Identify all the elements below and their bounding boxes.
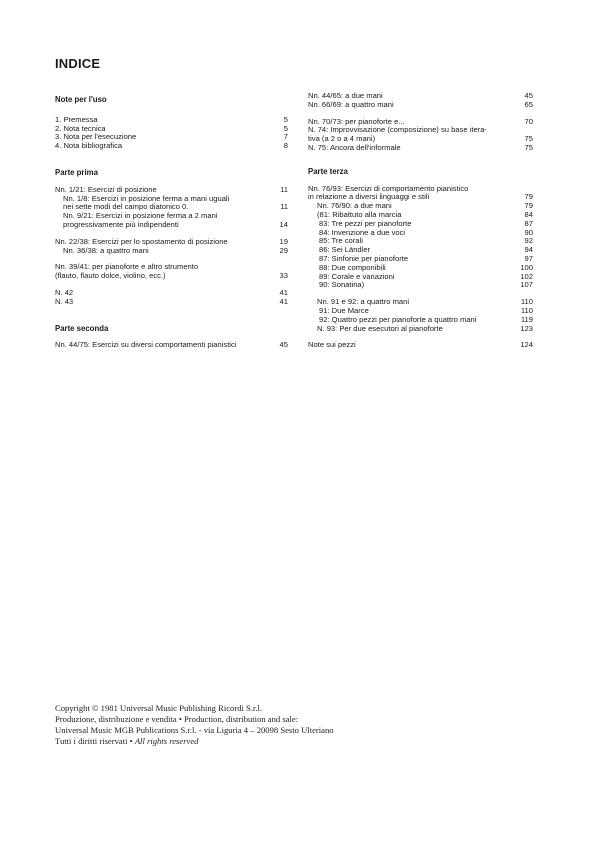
toc-entry-title: Nn. 91 e 92: a quattro mani [317,297,410,307]
toc-entry-page: 5 [283,123,288,133]
toc-section [308,92,533,153]
toc-entry-page: 119 [520,314,533,324]
toc-entry [55,247,288,256]
toc-entry-page: 8 [283,141,288,151]
section-heading: Parte seconda [55,323,109,333]
toc-entry-title: 87: Sinfonie per pianoforte [319,253,409,263]
toc-entry-title: 84: Invenzione a due voci [319,227,406,237]
rights-english: All rights reserved [134,736,199,746]
toc-entry-page: 14 [279,219,288,229]
toc-entry-page: 41 [279,296,288,306]
toc-entry-page: 7 [283,132,288,142]
toc-entry-title: tiva (a 2 o a 4 mani) [308,134,376,144]
toc-entry-page: 29 [279,245,288,255]
toc-entry [55,142,288,151]
section-heading: Parte prima [55,167,98,177]
toc-entry-title: 4. Nota bibliografica [55,141,123,151]
toc-entry-page: 19 [279,236,288,246]
toc-entry-page: 11 [280,202,288,212]
page-title: INDICE [55,56,101,71]
toc-entry-page: 45 [279,340,288,350]
toc-entry-page: 100 [520,262,533,272]
toc-entry-title: Nn. 44/75: Esercizi su diversi comportamenti pianistici [55,340,237,350]
toc-entry-title: 88: Due componibili [319,262,386,272]
toc-entry-title: Nn. 1/21: Esercizi di posizione [55,184,157,194]
toc-entry-title: progressivamente più indipendenti [63,219,179,229]
toc-entry-page: 110 [520,305,533,315]
toc-entry-title: 83: Tre pezzi per pianoforte [319,218,412,228]
toc-entry-title: Nn. 70/73: per pianoforte e... [308,116,405,126]
toc-entry [55,289,288,298]
toc-entry-page: 65 [524,99,533,109]
toc-entry-title: N. 93: Per due esecutori al pianoforte [317,323,443,333]
toc-section [55,96,288,151]
toc-entry [308,101,533,110]
toc-entry-title: 92: Quattro pezzi per pianoforte a quattro mani [319,314,477,324]
toc-entry-page: 41 [279,287,288,297]
toc-entry-title: N. 42 [55,287,74,297]
toc-entry-title: (81: Ribattuto alla marcia [317,209,402,219]
toc-entry-title: N. 43 [55,296,74,306]
toc-section [55,169,288,307]
toc-entry-title: Nn. 76/90: a due mani [317,201,392,211]
toc-entry [308,325,533,334]
toc-entry-page: 79 [524,192,533,202]
toc-entry-title: 86: Sei Ländler [319,245,371,255]
toc-entry-page: 75 [524,134,533,144]
section-heading: Parte terza [308,166,348,176]
toc-entry-page: 124 [520,340,533,350]
toc-section [55,325,288,351]
toc-entry-title: Nn. 39/41: per pianoforte e altro strumento [55,262,199,272]
toc-entry-page: 102 [520,271,533,281]
toc-entry-page: 123 [520,323,533,333]
toc-entry-title: 91: Due Marce [319,305,369,315]
toc-entry-title: Nn. 76/93: Esercizi di comportamento pianistico [308,183,469,193]
toc-entry-title: Nn. 36/38: a quattro mani [63,245,149,255]
toc-entry-page: 45 [524,91,533,100]
toc-entry-page: 11 [280,184,288,194]
toc-entry-title: 85: Tre corali [319,236,363,246]
toc-entry-title: N. 74: Improvvisazione (composizione) su base itera- [308,125,487,135]
toc-entry [55,272,288,281]
toc-entry-title: Nn. 66/69: a quattro mani [308,99,394,109]
toc-entry-title: Nn. 22/38: Esercizi per lo spostamento di posizione [55,236,228,246]
toc-entry [55,221,288,230]
toc-entry-title: 90: Sonatina) [319,280,365,290]
toc-entry-title: Note sui pezzi [308,340,356,350]
toc-entry-title: nei sette modi del campo diatonico 0. [63,202,189,212]
distribution-line: Produzione, distribuzione e vendita • Production, distribution and sale: [55,714,299,724]
toc-entry-page: 94 [524,245,533,255]
toc-entry-title: Nn. 9/21: Esercizi in posizione ferma a 2 mani [63,211,218,221]
toc-entry-title: Nn. 1/8: Esercizi in posizione ferma a mani uguali [63,193,230,203]
toc-right-column [308,92,533,350]
toc-entry-page: 33 [279,271,288,281]
toc-entry-page: 87 [524,218,533,228]
toc-entry-title: (flauto, flauto dolce, violino, ecc.) [55,271,166,281]
toc-entry-title: 3. Nota per l'esecuzione [55,132,137,142]
toc-entry-title: 89: Corale e variazioni [319,271,395,281]
toc-entry-page: 75 [524,142,533,152]
publisher-address-line: Universal Music MGB Publications S.r.l. - via Liguria 4 – 20098 Sesto Ulteriano [55,725,334,735]
toc-entry [55,341,288,350]
toc-entry [308,144,533,153]
toc-entry [308,341,533,350]
toc-entry [55,298,288,307]
toc-entry-title: 1. Premessa [55,114,98,124]
toc-entry [308,281,533,290]
toc-entry-page: 110 [520,297,533,307]
toc-entry-title: in relazione a diversi linguaggi e stili [308,192,430,202]
toc-entry-page: 84 [524,209,533,219]
toc-left-column [55,96,288,350]
toc-entry-title: Nn. 44/65: a due mani [308,91,383,100]
copyright-line: Copyright © 1981 Universal Music Publishing Ricordi S.r.l. [55,703,263,713]
section-heading: Note per l'uso [55,95,107,104]
rights-italian: Tutti i diritti riservati • [55,736,135,746]
toc-entry-page: 90 [524,227,533,237]
toc-entry-page: 70 [524,116,533,126]
rights-line [55,736,334,747]
toc-entry-title: 2. Nota tecnica [55,123,106,133]
toc-entry-page: 79 [524,201,533,211]
copyright-block [55,703,334,747]
toc-entry-title: N. 75: Ancora dell'informale [308,142,401,152]
toc-section [308,168,533,350]
toc-entry-page: 97 [524,253,533,263]
toc-entry-page: 92 [524,236,533,246]
toc-entry-page: 107 [520,280,533,290]
toc-entry-page: 5 [283,114,288,124]
